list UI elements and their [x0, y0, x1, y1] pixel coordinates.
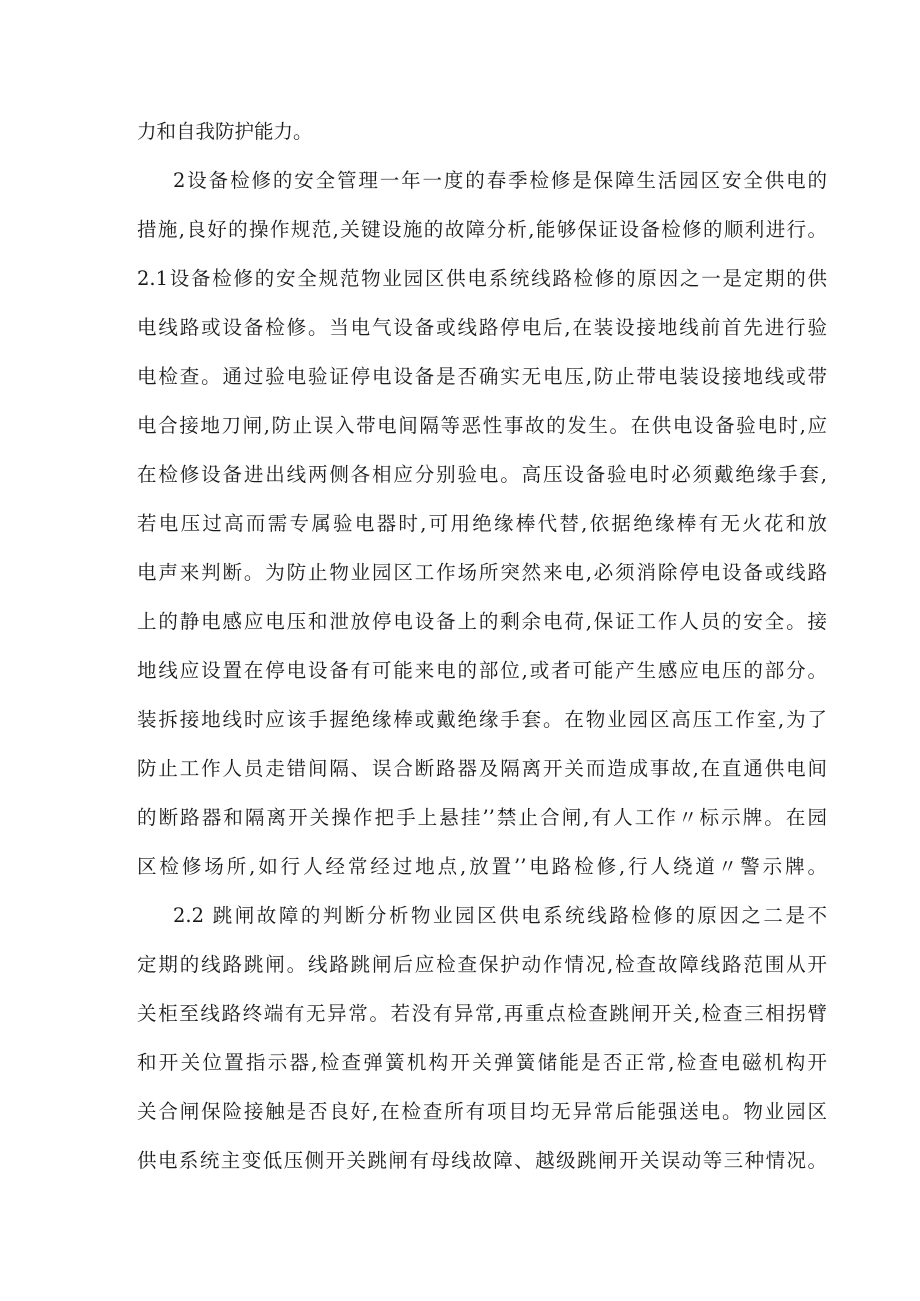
- paragraph-heading-2: 2设备检修的安全管理一年一度的春季检修是保障生活园区安全供电的: [173, 169, 827, 192]
- text-line: 上的静电感应电压和泄放停电设备上的剩余电荷,保证工作人员的安全。接: [137, 610, 827, 633]
- text-line: 供电系统主变低压侧开关跳闸有母线故障、越级跳闸开关误动等三种情况。: [137, 1149, 827, 1172]
- text-line: 措施,良好的操作规范,关键设施的故障分析,能够保证设备检修的顺利进行。: [137, 218, 827, 241]
- text-line: 电合接地刀闸,防止误入带电间隔等恶性事故的发生。在供电设备验电时,应: [137, 414, 827, 437]
- text-line: 的断路器和隔离开关操作把手上悬挂’’禁止合闸,有人工作〃标示牌。在园: [137, 806, 827, 829]
- text-line: 关合闸保险接触是否良好,在检查所有项目均无异常后能强送电。物业园区: [137, 1100, 827, 1123]
- text-line: 防止工作人员走错间隔、误合断路器及隔离开关而造成事故,在直通供电间: [137, 757, 827, 780]
- text-line: 若电压过高而需专属验电器时,可用绝缘棒代替,依据绝缘棒有无火花和放: [137, 512, 827, 535]
- text-line: 装拆接地线时应该手握绝缘棒或戴绝缘手套。在物业园区高压工作室,为了: [137, 708, 827, 731]
- text-line: 电声来判断。为防止物业园区工作场所突然来电,必须消除停电设备或线路: [137, 561, 827, 584]
- text-line: 和开关位置指示器,检查弹簧机构开关弹簧储能是否正常,检查电磁机构开: [137, 1051, 827, 1074]
- text-line: 在检修设备进出线两侧各相应分别验电。高压设备验电时必须戴绝缘手套,: [137, 463, 827, 486]
- text-line: 力和自我防护能力。: [137, 120, 313, 143]
- text-line: 关柜至线路终端有无异常。若没有异常,再重点检查跳闸开关,检查三相拐臂: [137, 1002, 827, 1025]
- paragraph-heading-2-2: 2.2 跳闸故障的判断分析物业园区供电系统线路检修的原因之二是不: [173, 904, 827, 927]
- text-line: 地线应设置在停电设备有可能来电的部位,或者可能产生感应电压的部分。: [137, 659, 827, 682]
- text-line: 区检修场所,如行人经常经过地点,放置’’电路检修,行人绕道〃警示牌。: [137, 855, 827, 878]
- paragraph-heading-2-1: 2.1设备检修的安全规范物业园区供电系统线路检修的原因之一是定期的供: [137, 267, 827, 290]
- text-line: 电线路或设备检修。当电气设备或线路停电后,在装设接地线前首先进行验: [137, 316, 827, 339]
- text-line: 定期的线路跳闸。线路跳闸后应检查保护动作情况,检查故障线路范围从开: [137, 953, 827, 976]
- text-line: 电检查。通过验电验证停电设备是否确实无电压,防止带电装设接地线或带: [137, 365, 827, 388]
